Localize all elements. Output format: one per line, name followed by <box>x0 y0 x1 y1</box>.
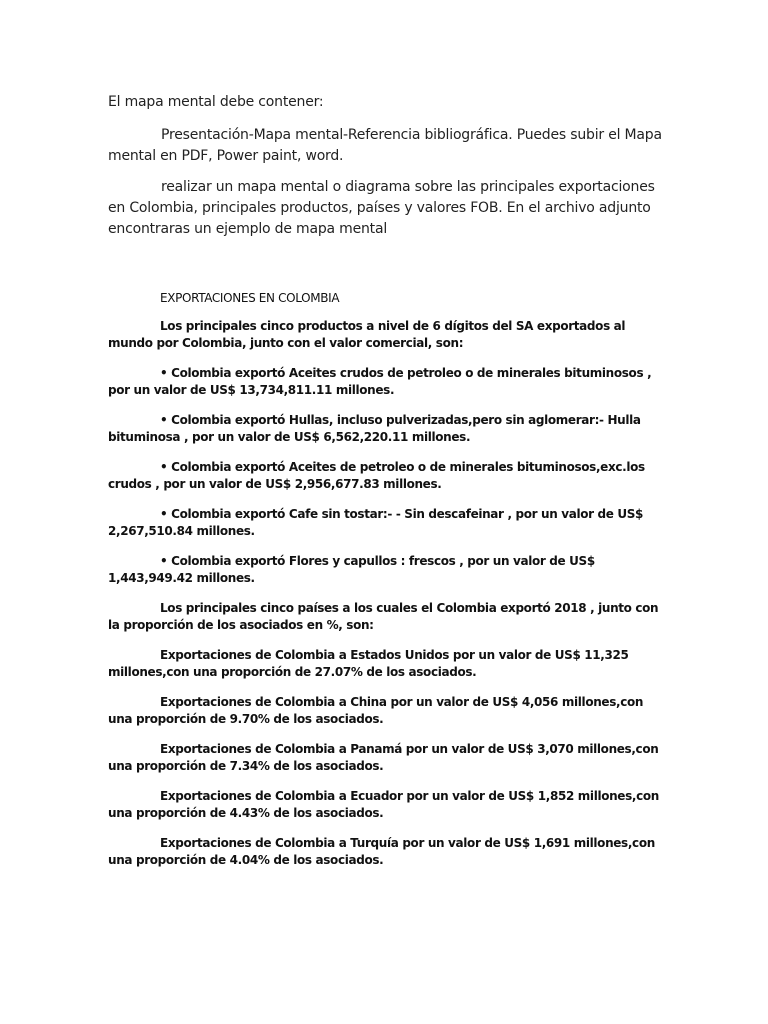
country-item-5: Exportaciones de Colombia a Turquía por un valor de US$ 1,691 millones,con una proporción de 4.04% de los asociados. <box>108 836 655 867</box>
document-intro <box>108 92 668 250</box>
product-item-5: • Colombia exportó Flores y capullos : frescos , por un valor de US$ 1,443,949.42 millones. <box>108 554 595 585</box>
product-item-4: • Colombia exportó Cafe sin tostar:- - Sin descafeinar , por un valor de US$ 2,267,510.84 millones. <box>108 507 644 538</box>
intro-paragraph-presentation: Presentación-Mapa mental-Referencia bibliográfica. Puedes subir el Mapa mental en PDF, Power paint, word. <box>108 127 662 164</box>
product-item-3: • Colombia exportó Aceites de petroleo o de minerales bituminosos,exc.los crudos , por un valor de US$ 2,956,677.83 millones. <box>108 460 645 491</box>
section-title: EXPORTACIONES EN COLOMBIA <box>160 291 340 305</box>
intro-heading: El mapa mental debe contener: <box>108 94 324 110</box>
product-item-2: • Colombia exportó Hullas, incluso pulverizadas,pero sin aglomerar:- Hulla bituminosa , por un valor de US$ 6,562,220.11 millones. <box>108 413 641 444</box>
products-intro: Los principales cinco productos a nivel de 6 dígitos del SA exportados al mundo por Colombia, junto con el valor comercial, son: <box>108 319 626 350</box>
intro-paragraph-task: realizar un mapa mental o diagrama sobre las principales exportaciones en Colombia, principales productos, países y valores FOB. En el archivo adjunto encontraras un ejemplo de mapa mental <box>108 179 655 237</box>
exports-section <box>108 290 668 882</box>
country-item-3: Exportaciones de Colombia a Panamá por un valor de US$ 3,070 millones,con una proporción de 7.34% de los asociados. <box>108 742 659 773</box>
product-item-1: • Colombia exportó Aceites crudos de petroleo o de minerales bituminosos , por un valor de US$ 13,734,811.11 millones. <box>108 366 652 397</box>
country-item-1: Exportaciones de Colombia a Estados Unidos por un valor de US$ 11,325 millones,con una proporción de 27.07% de los asociados. <box>108 648 629 679</box>
country-item-4: Exportaciones de Colombia a Ecuador por un valor de US$ 1,852 millones,con una proporción de 4.43% de los asociados. <box>108 789 659 820</box>
countries-intro: Los principales cinco países a los cuales el Colombia exportó 2018 , junto con la proporción de los asociados en %, son: <box>108 601 659 632</box>
country-item-2: Exportaciones de Colombia a China por un valor de US$ 4,056 millones,con una proporción de 9.70% de los asociados. <box>108 695 644 726</box>
